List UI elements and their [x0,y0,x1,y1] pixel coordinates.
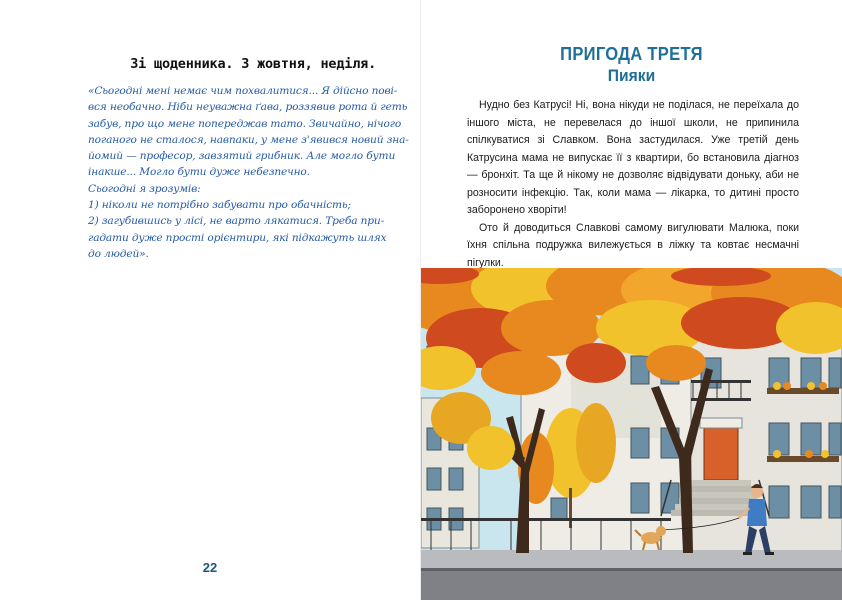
road [421,571,842,600]
right-page [421,0,842,600]
diary-heading: Зі щоденника. 3 жовтня, неділя. [130,56,376,72]
story-text [467,97,799,272]
autumn-street-illustration [421,268,842,600]
curb [421,568,842,571]
chapter-title: ПРИГОДА ТРЕТЯ [560,44,703,64]
diary-handwritten-text: «Сьогодні мені немає чим похвалитися... Я дійсно пові- вся необачно. Ніби неуважна ґава, роззявив рота й геть забув, про що мене попереджав тато. Звичайно, нічого поганого не сталося, навпаки, у мене з'явився новий зна- йомий — професор, завзятий грибник. Але могло бути інакше... Могло бути дуже небезпечно. Сьогодні я зрозумів: 1) ніколи не потрібно забувати про обачність; 2) загубившись у лісі, не варто лякатися. Треба при- гадати дуже прості орієнтири, які підкажуть шлях до людей». [88,85,409,260]
page-number: 22 [202,560,218,575]
sidewalk [421,550,842,570]
chapter-subtitle: Пияки [607,66,656,85]
story-paragraph: Нудно без Катрусі! Ні, вона нікуди не поділася, не переїхала до іншого міста, не перевелася до іншої школи, не припинила спілкуватися зі Славком. Вона застудилася. Уже третій день Катрусина мама не випускає її з квартири, бо встановила діагноз — бронхіт. Та ще й нікому не дозволяє відвідувати доньку, аби не розносити інфекцію. Так, коли мама — лікарка, то дитині просто заборонено хворіти! [467,99,799,216]
story-paragraph: Ото й доводиться Славкові самому вигулювати Малюка, поки їхня спільна подружка вилежується в ліжку та ковтає несмачні пігулки. [467,221,799,269]
orange-door [704,428,738,480]
